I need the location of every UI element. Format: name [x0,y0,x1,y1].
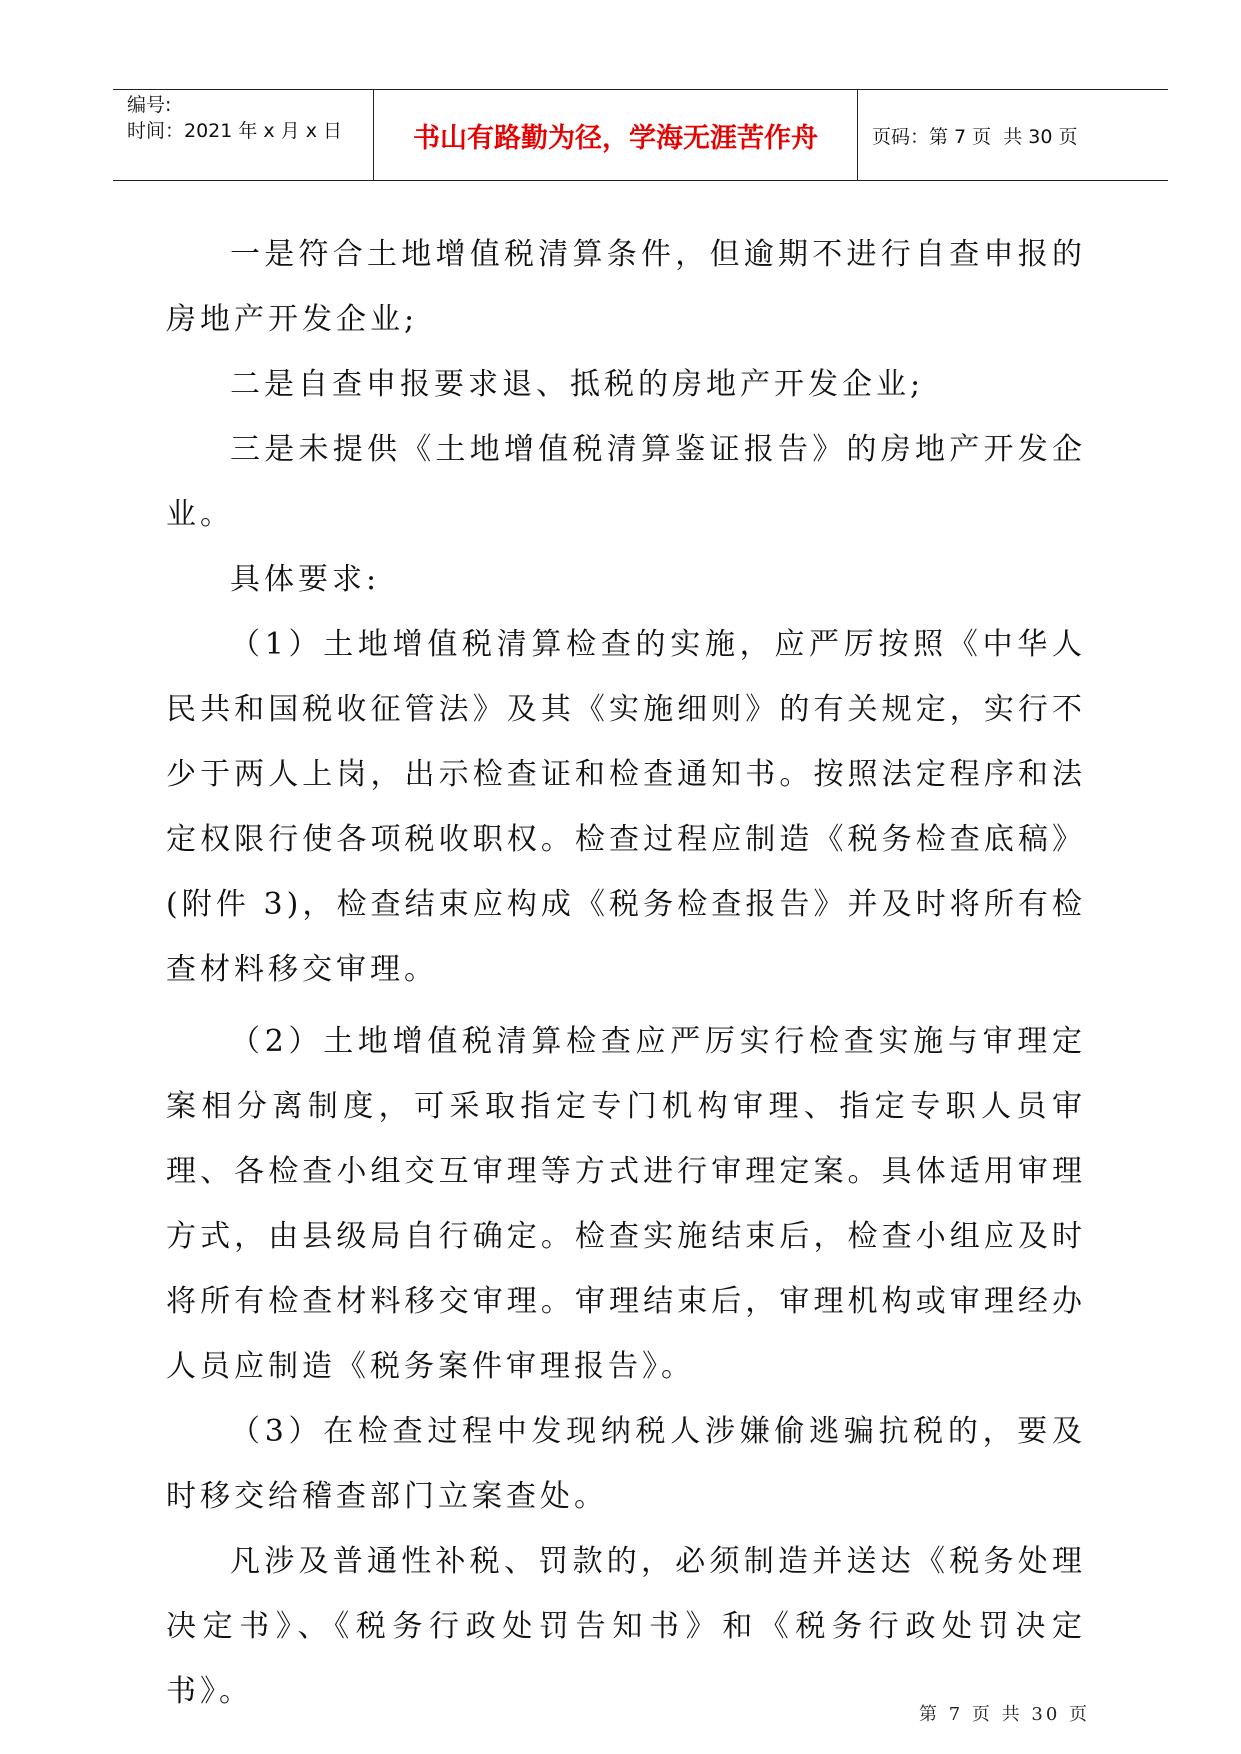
paragraph-penalty: 凡涉及普通性补税、罚款的，必须制造并送达《税务处理决定书》、《税务行政处罚告知书》和《税务行政处罚决定书》。 [166,1544,1086,1709]
page-header [113,89,1168,181]
document-body [166,222,1086,1724]
document-time-label: 时间：2021 年 x 月 x 日 [127,120,343,142]
paragraph-requirement-1: （1）土地增值税清算检查的实施，应严厉按照《中华人民共和国税收征管法》及其《实施细则》的有关规定，实行不少于两人上岗，出示检查证和检查通知书。按照法定程序和法定权限行使各项税收职权。检查过程应制造《税务检查底稿》(附件 3)，检查结束应构成《税务检查报告》并及时将所有检查材料移交审理。 [166,627,1086,987]
page-footer: 第 7 页 共 30 页 [919,1704,1090,1725]
header-page-label: 页码：第 7 页 共 30 页 [872,125,1078,148]
document-number-label: 编号: [127,94,172,116]
paragraph-item-2: 二是自查申报要求退、抵税的房地产开发企业; [230,367,925,402]
paragraph-requirement-2: （2）土地增值税清算检查应严厉实行检查实施与审理定案相分离制度，可采取指定专门机构审理、指定专职人员审理、各检查小组交互审理等方式进行审理定案。具体适用审理方式，由县级局自行确定。检查实施结束后，检查小组应及时将所有检查材料移交审理。审理结束后，审理机构或审理经办人员应制造《税务案件审理报告》。 [166,1024,1086,1384]
paragraph-item-1: 一是符合土地增值税清算条件，但逾期不进行自查申报的房地产开发企业; [166,237,1086,337]
paragraph-requirements-heading: 具体要求: [230,562,381,597]
header-page-cell [858,90,1168,180]
header-motto: 书山有路勤为径，学海无涯苦作舟 [413,122,818,154]
paragraph-item-3: 三是未提供《土地增值税清算鉴证报告》的房地产开发企业。 [166,432,1086,532]
header-motto-cell [373,90,858,180]
header-meta [113,90,373,180]
paragraph-requirement-3: （3）在检查过程中发现纳税人涉嫌偷逃骗抗税的，要及时移交给稽查部门立案查处。 [166,1414,1086,1514]
